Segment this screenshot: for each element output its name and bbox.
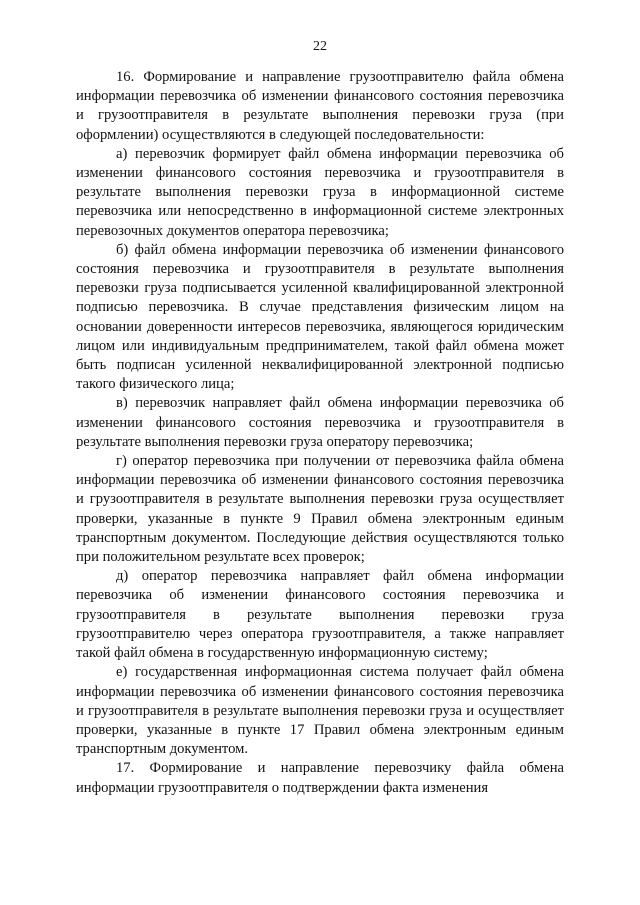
paragraph-16-a: а) перевозчик формирует файл обмена информации перевозчика об изменении финансового состояния перевозчика и грузоотправителя в результате выполнения перевозки груза в информационной системе перевозчика или непосредственно в информационной системе электронных перевозочных документов оператора перевозчика; (76, 145, 564, 239)
paragraph-17: 17. Формирование и направление перевозчику файла обмена информации грузоотправителя о подтверждении факта изменения (76, 760, 564, 796)
paragraph-16-e: е) государственная информационная система получает файл обмена информации перевозчика об изменении финансового состояния перевозчика и грузоотправителя в результате выполнения перевозки груза и осуществляет проверки, указанные в пункте 17 Правил обмена электронным единым транспортным документом. (76, 664, 564, 758)
document-body (76, 68, 564, 798)
paragraph-16: 16. Формирование и направление грузоотправителю файла обмена информации перевозчика об изменении финансового состояния перевозчика и грузоотправителя в результате выполнения перевозки груза (при оформлении) осуществляются в следующей последовательности: (76, 69, 564, 143)
page-number: 22 (313, 39, 327, 54)
paragraph-16-d: д) оператор перевозчика направляет файл обмена информации перевозчика об изменении финансового состояния перевозчика и грузоотправителя в результате выполнения перевозки груза грузоотправителю через оператора грузоотправителя, а также направляет такой файл обмена в государственную информационную систему; (76, 568, 564, 662)
paragraph-16-v: в) перевозчик направляет файл обмена информации перевозчика об изменении финансового состояния перевозчика и грузоотправителя в результате выполнения перевозки груза оператору перевозчика; (76, 395, 564, 450)
paragraph-16-g: г) оператор перевозчика при получении от перевозчика файла обмена информации перевозчика об изменении финансового состояния перевозчика и грузоотправителя в результате выполнения перевозки груза осуществляет проверки, указанные в пункте 9 Правил обмена электронным единым транспортным документом. Последующие действия осуществляются только при положительном результате всех проверок; (76, 453, 564, 566)
paragraph-16-b: б) файл обмена информации перевозчика об изменении финансового состояния перевозчика и грузоотправителя в результате выполнения перевозки груза подписывается усиленной квалифицированной электронной подписью перевозчика. В случае представления физическим лицом на основании доверенности интересов перевозчика, являющегося юридическим лицом или индивидуальным предпринимателем, такой файл обмена может быть подписан усиленной неквалифицированной электронной подписью такого физического лица; (76, 241, 564, 393)
